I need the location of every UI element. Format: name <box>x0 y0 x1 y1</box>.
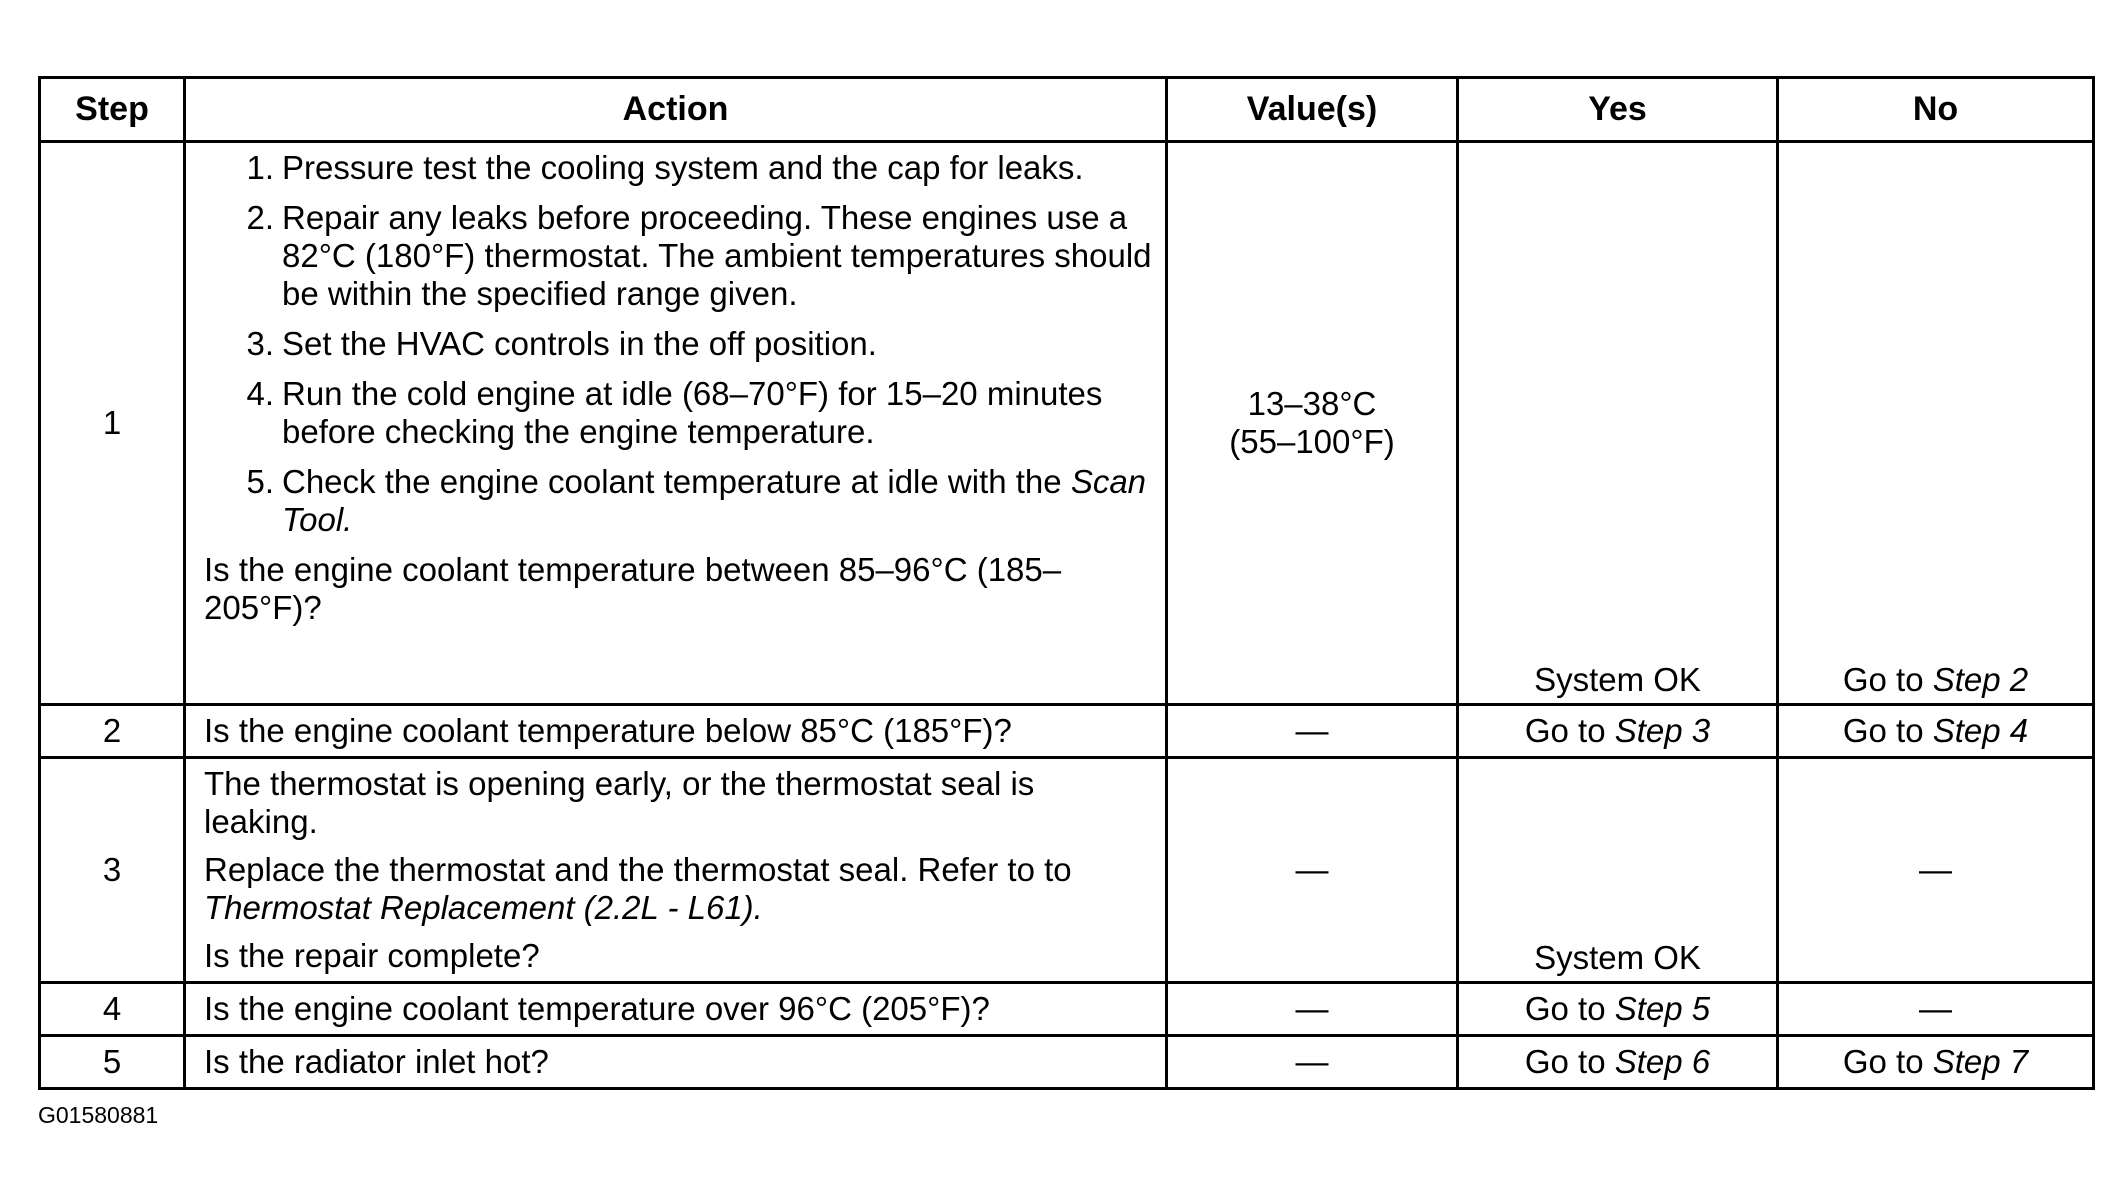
procedure-list <box>204 149 1155 539</box>
no-cell: Go to Step 7 <box>1778 1036 2094 1089</box>
table-row-step-4 <box>40 983 2094 1036</box>
value-cell: — <box>1167 1036 1458 1089</box>
action-question: Is the radiator inlet hot? <box>185 1036 1167 1089</box>
header-no: No <box>1778 78 2094 142</box>
value-cell: — <box>1167 705 1458 758</box>
action-question: Is the engine coolant temperature below 85°C (185°F)? <box>185 705 1167 758</box>
diagnostic-table <box>38 76 2095 1090</box>
value-fahrenheit: (55–100°F) <box>1229 423 1395 460</box>
step-number: 3 <box>40 758 185 983</box>
step-number: 4 <box>40 983 185 1036</box>
list-item: 4. Run the cold engine at idle (68–70°F) for 15–20 minutes before checking the engine temperature. <box>246 375 1103 450</box>
no-cell: Go to Step 4 <box>1778 705 2094 758</box>
table-row-step-2 <box>40 705 2094 758</box>
no-cell: — <box>1778 983 2094 1036</box>
step-number: 1 <box>40 142 185 705</box>
step-link: Step 2 <box>1932 661 2029 698</box>
value-celsius: 13–38°C <box>1247 385 1377 422</box>
value-cell <box>1167 142 1458 705</box>
action-question: Is the engine coolant temperature between 85–96°C (185–205°F)? <box>204 551 1062 626</box>
step-link: Step 4 <box>1932 712 2029 749</box>
figure-id: G01580881 <box>38 1102 159 1128</box>
step-number: 5 <box>40 1036 185 1089</box>
step-link: Step 3 <box>1614 712 1711 749</box>
list-item: 5. Check the engine coolant temperature at idle with the Scan Tool. <box>246 463 1147 538</box>
table-row-step-3 <box>40 758 2094 983</box>
yes-cell: Go to Step 6 <box>1458 1036 1778 1089</box>
step-link: Step 7 <box>1932 1043 2029 1080</box>
step-link: Step 6 <box>1614 1043 1711 1080</box>
yes-cell: Go to Step 3 <box>1458 705 1778 758</box>
list-item: 1. Pressure test the cooling system and the cap for leaks. <box>246 149 1084 186</box>
yes-cell: System OK <box>1458 758 1778 983</box>
step-number: 2 <box>40 705 185 758</box>
action-instruction: Replace the thermostat and the thermostat seal. Refer to to Thermostat Replacement (2.2L - L61). <box>204 851 1072 926</box>
action-cell <box>185 758 1167 983</box>
action-note: The thermostat is opening early, or the thermostat seal is leaking. <box>204 765 1035 840</box>
yes-cell: System OK <box>1458 142 1778 705</box>
header-step: Step <box>40 78 185 142</box>
header-yes: Yes <box>1458 78 1778 142</box>
header-values: Value(s) <box>1167 78 1458 142</box>
header-action: Action <box>185 78 1167 142</box>
yes-cell: Go to Step 5 <box>1458 983 1778 1036</box>
list-item: 3. Set the HVAC controls in the off position. <box>246 325 877 362</box>
no-cell: Go to Step 2 <box>1778 142 2094 705</box>
action-cell <box>185 142 1167 705</box>
step-link: Step 5 <box>1614 990 1711 1027</box>
table-row-step-5 <box>40 1036 2094 1089</box>
no-cell: — <box>1778 758 2094 983</box>
table-row-step-1 <box>40 142 2094 705</box>
list-item: 2. Repair any leaks before proceeding. These engines use a 82°C (180°F) thermostat. The ambient temperatures should be within the specified range given. <box>246 199 1152 312</box>
action-question: Is the engine coolant temperature over 96°C (205°F)? <box>185 983 1167 1036</box>
action-question: Is the repair complete? <box>204 937 540 974</box>
value-cell: — <box>1167 983 1458 1036</box>
value-cell: — <box>1167 758 1458 983</box>
header-row <box>40 78 2094 142</box>
